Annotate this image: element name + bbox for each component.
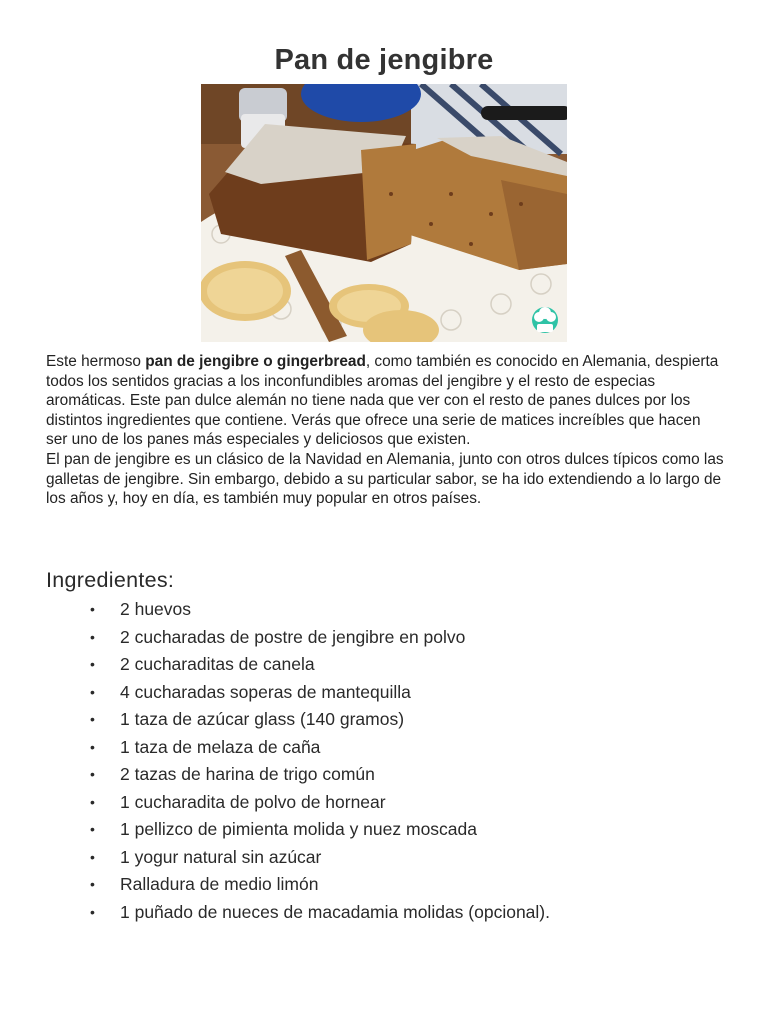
ingredients-list	[46, 596, 726, 926]
bullet: •	[90, 601, 95, 617]
bullet: •	[90, 683, 95, 700]
list-item: • 2 huevos	[46, 596, 726, 624]
gingerbread-photo	[201, 84, 567, 342]
bullet: •	[90, 656, 95, 672]
list-item: • 1 taza de azúcar glass (140 gramos)	[46, 706, 726, 734]
bullet: •	[90, 876, 95, 892]
ingredients-heading: Ingredientes:	[46, 568, 175, 592]
intro-bold-phrase: pan de jengibre o gingerbread	[145, 353, 366, 370]
intro-text	[46, 352, 726, 509]
list-item: • 1 cucharadita de polvo de hornear	[46, 789, 726, 817]
bullet: •	[90, 821, 95, 837]
list-item: • 2 cucharadas de postre de jengibre en polvo	[46, 624, 726, 652]
bullet: •	[90, 766, 95, 782]
bullet: •	[90, 738, 95, 755]
list-item: • 2 cucharaditas de canela	[46, 651, 726, 679]
intro-paragraph-2: El pan de jengibre es un clásico de la Navidad en Alemania, junto con otros dulces típicos como las galletas de jengibre. Sin embargo, debido a su particular sabor, se ha ido extendiendo a lo largo de los años y, hoy en día, es también muy popular en otros países.	[46, 450, 724, 508]
list-item: • 1 puñado de nueces de macadamia molidas (opcional).	[46, 899, 726, 927]
bullet: •	[90, 793, 95, 810]
bullet: •	[90, 903, 95, 920]
page-title: Pan de jengibre	[274, 44, 494, 76]
chef-hat-logo-icon	[532, 307, 558, 333]
list-item: • 2 tazas de harina de trigo común	[46, 761, 726, 789]
list-item: • 1 pellizco de pimienta molida y nuez moscada	[46, 816, 726, 844]
list-item: • 4 cucharadas soperas de mantequilla	[46, 679, 726, 707]
bullet: •	[90, 848, 95, 865]
bullet: •	[90, 628, 95, 645]
gingerbread-illustration	[201, 84, 567, 342]
list-item: • 1 taza de melaza de caña	[46, 734, 726, 762]
list-item: • 1 yogur natural sin azúcar	[46, 844, 726, 872]
intro-paragraph-1: Este hermoso pan de jengibre o gingerbread, como también es conocido en Alemania, despierta todos los sentidos gracias a los inconfundibles aromas del jengibre y el resto de especias aromáticas. Este pan dulce alemán no tiene nada que ver con el resto de panes dulces por los distintos ingredientes que contiene. Verás que ofrece una serie de matices increíbles que hacen ser uno de los panes más especiales y deliciosos que existen.	[46, 353, 719, 449]
list-item: • Ralladura de medio limón	[46, 871, 726, 899]
bullet: •	[90, 711, 95, 727]
